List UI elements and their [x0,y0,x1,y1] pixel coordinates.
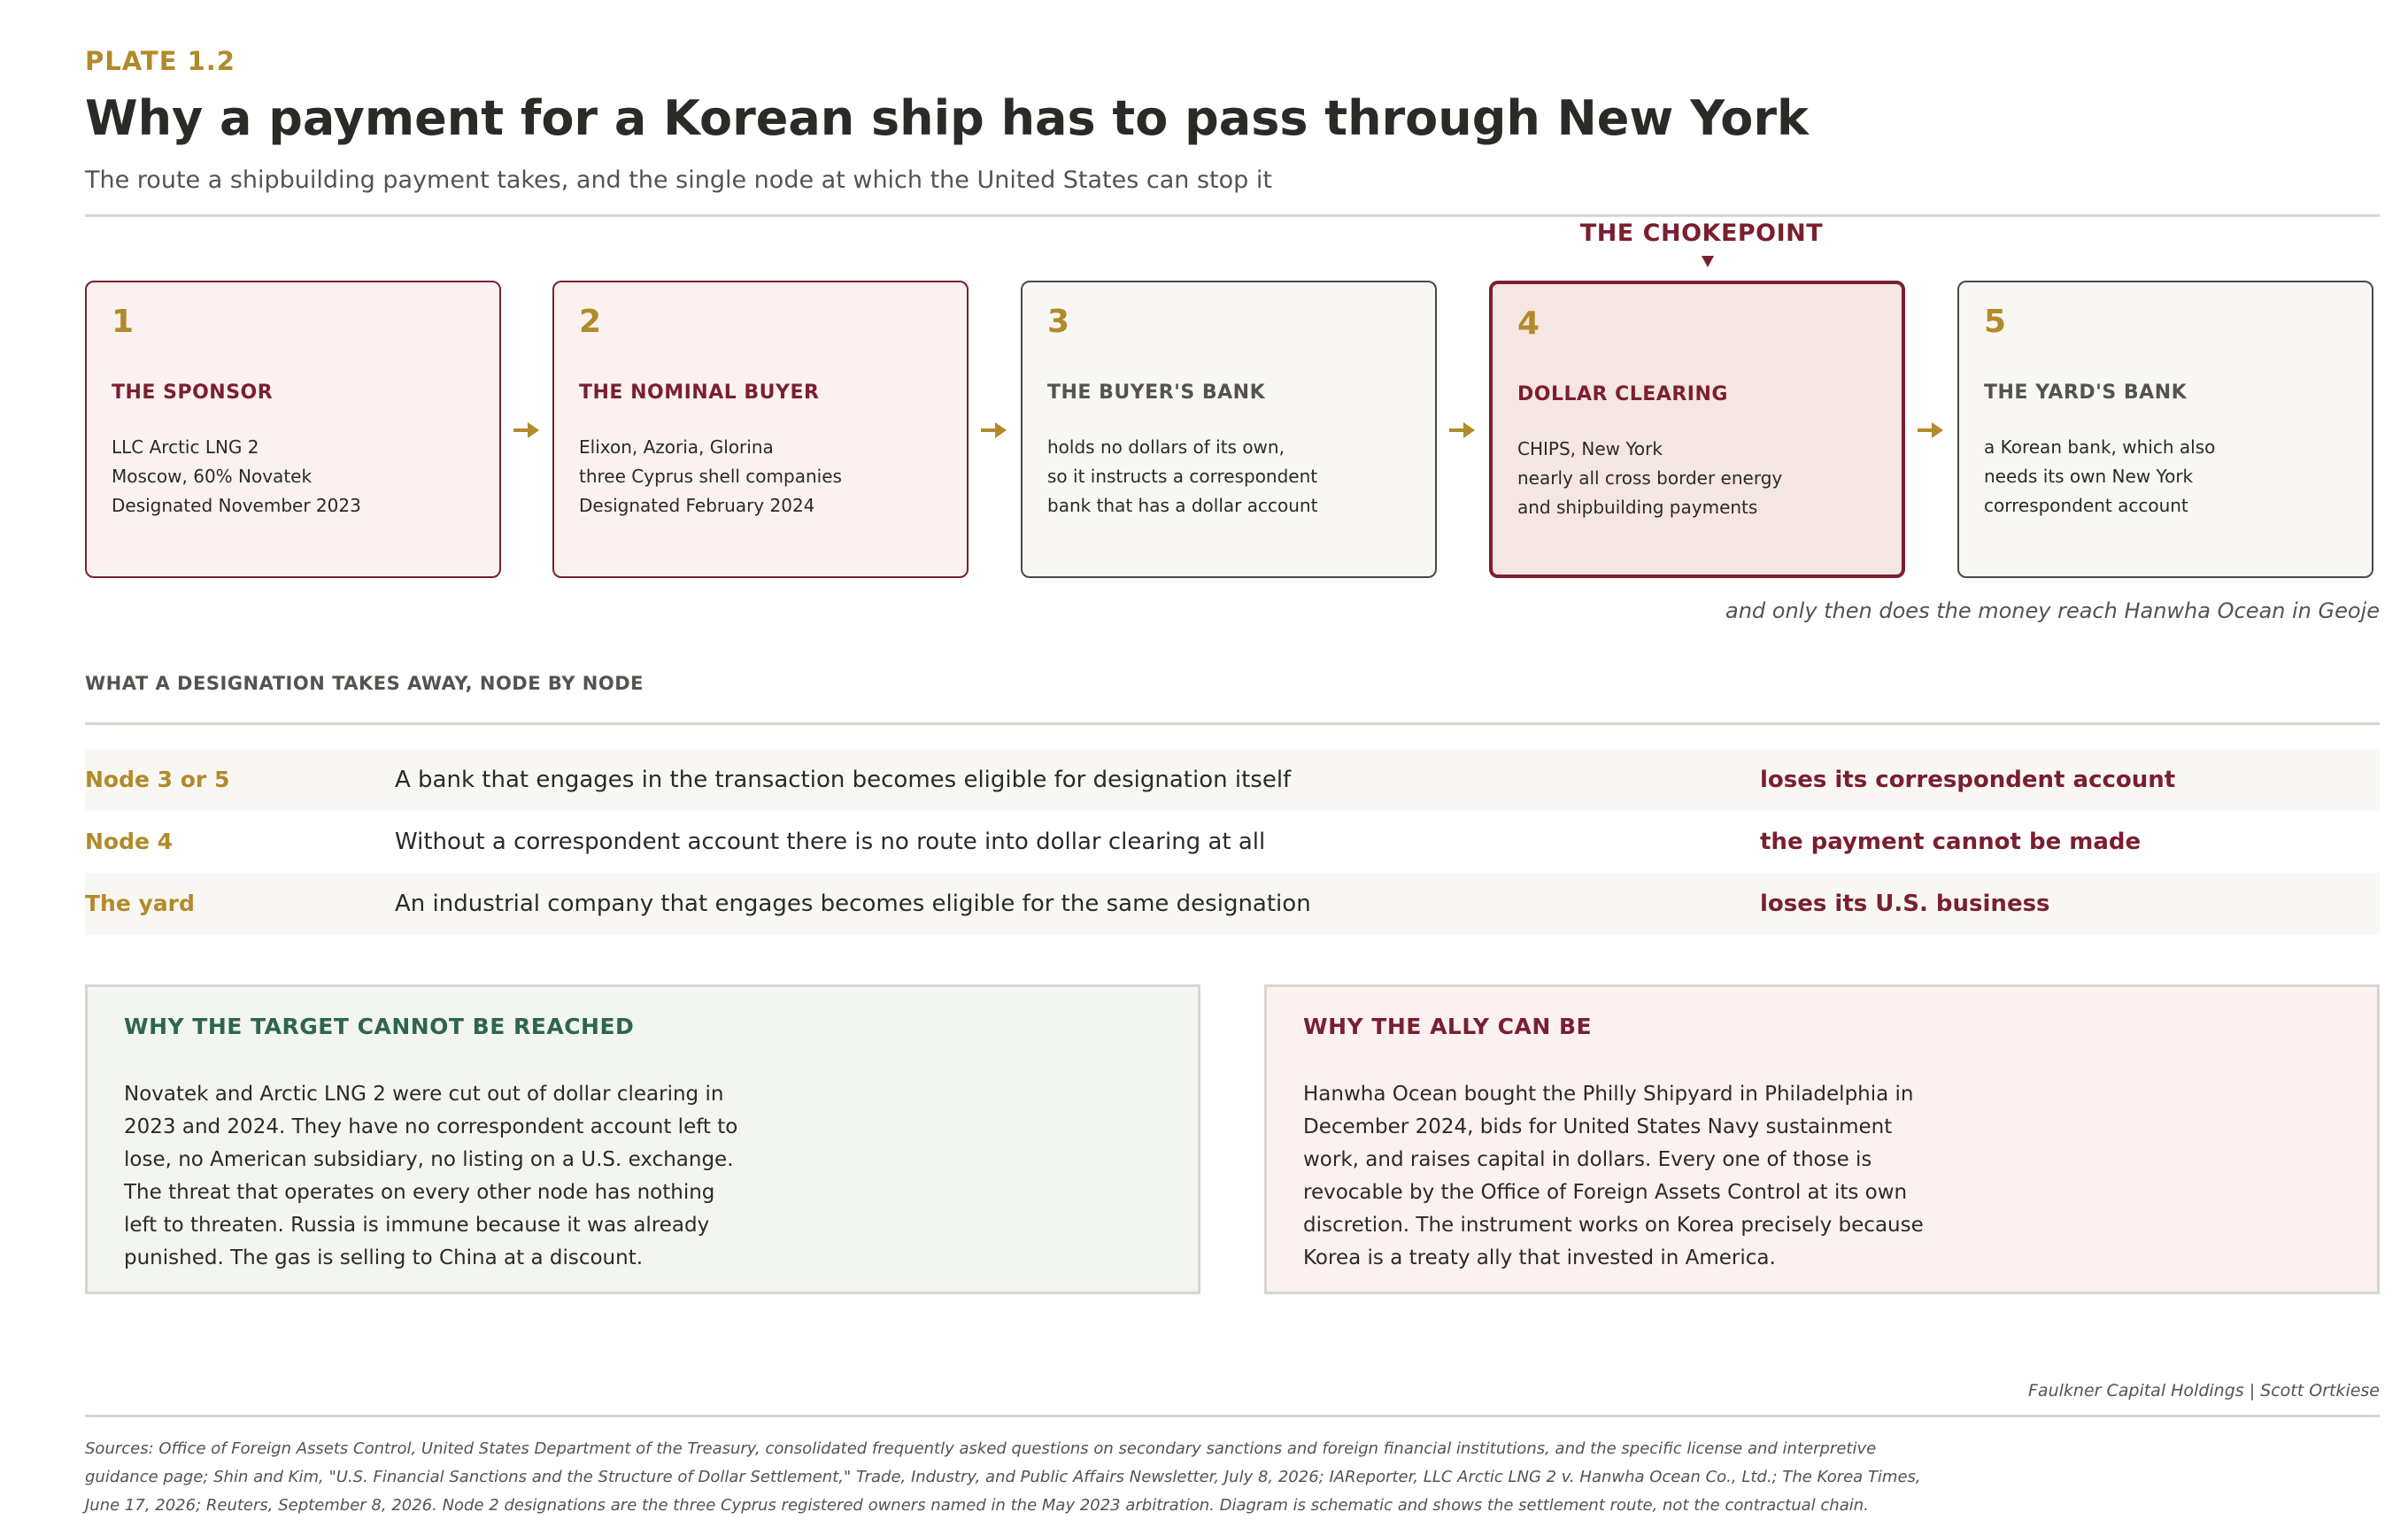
row-description: Without a correspondent account there is no route into dollar clearing at all [395,829,1266,855]
node-number: 4 [1517,305,1540,342]
node-nominal-buyer [552,281,969,578]
header-divider [85,214,2380,217]
panel-heading: WHY THE TARGET CANNOT BE REACHED [124,1014,635,1039]
node-detail: bank that has a dollar account [1047,495,1318,516]
node-detail: Designated November 2023 [112,495,361,516]
node-buyers-bank [1021,281,1437,578]
node-number: 5 [1984,304,2007,340]
flow-arrow-icon [1918,421,1944,439]
panel-text-line: lose, no American subsidiary, no listing on a U.S. exchange. [124,1148,734,1171]
panel-text-line: December 2024, bids for United States Navy sustainment [1303,1115,1893,1138]
panel-text-line: left to threaten. Russia is immune because it was already [124,1214,710,1237]
node-label: THE BUYER'S BANK [1047,382,1266,404]
page-subtitle: The route a shipbuilding payment takes, and the single node at which the United States can stop it [85,166,1272,194]
node-detail: nearly all cross border energy [1517,467,1783,489]
page-title: Why a payment for a Korean ship has to pass through New York [85,90,1809,146]
credit-line: Faulkner Capital Holdings | Scott Ortkiese [2028,1381,2380,1400]
node-label: THE SPONSOR [112,382,274,404]
node-detail: LLC Arctic LNG 2 [112,436,259,458]
node-detail: holds no dollars of its own, [1047,436,1285,458]
target-panel [85,984,1200,1294]
node-number: 3 [1047,304,1070,340]
node-number: 2 [579,304,602,340]
panel-text-line: punished. The gas is selling to China at a discount. [124,1246,644,1269]
ally-panel [1264,984,2380,1294]
node-sponsor [85,281,501,578]
node-detail: and shipbuilding payments [1517,497,1758,518]
node-detail: needs its own New York [1984,466,2194,487]
node-detail: correspondent account [1984,495,2188,516]
node-number: 1 [112,304,135,340]
node-label: THE NOMINAL BUYER [579,382,820,404]
row-description: A bank that engages in the transaction becomes eligible for designation itself [395,767,1292,793]
panel-text-line: Korea is a treaty ally that invested in America. [1303,1246,1776,1269]
node-detail: a Korean bank, which also [1984,436,2216,458]
flow-endpoint-note: and only then does the money reach Hanwha Ocean in Geoje [1725,598,2380,623]
node-label: DOLLAR CLEARING [1517,383,1728,405]
chokepoint-label: THE CHOKEPOINT [1579,220,1824,247]
sources-line: guidance page; Shin and Kim, "U.S. Financial Sanctions and the Structure of Dollar Settlement," Trade, Industry, and Public Affairs Newsletter, July 8, 2026; IAReporter, LLC Arctic LNG 2 v. Hanwha Ocean Co., Ltd.; The Korea Times, [85,1468,1921,1486]
node-detail: CHIPS, New York [1517,438,1663,459]
panel-text-line: Novatek and Arctic LNG 2 were cut out of dollar clearing in [124,1083,724,1106]
designation-row [85,749,2380,811]
panel-text-line: work, and raises capital in dollars. Every one of those is [1303,1148,1872,1171]
row-consequence: the payment cannot be made [1760,829,2142,855]
node-yards-bank [1957,281,2373,578]
designation-row [85,811,2380,873]
panel-text-line: discretion. The instrument works on Korea precisely because [1303,1214,1924,1237]
panel-text-line: Hanwha Ocean bought the Philly Shipyard in Philadelphia in [1303,1083,1914,1106]
flow-arrow-icon [513,421,540,439]
node-detail: Designated February 2024 [579,495,815,516]
node-detail: Moscow, 60% Novatek [112,466,313,487]
flow-arrow-icon [981,421,1007,439]
sources-line: June 17, 2026; Reuters, September 8, 2026. Node 2 designations are the three Cyprus registered owners named in the May 2023 arbitration. Diagram is schematic and shows the settlement route, not the contractual chain. [85,1496,1869,1515]
node-detail: three Cyprus shell companies [579,466,842,487]
panel-text-line: revocable by the Office of Foreign Assets Control at its own [1303,1181,1908,1204]
section-divider [85,722,2380,725]
row-description: An industrial company that engages becomes eligible for the same designation [395,891,1311,917]
row-node: The yard [85,891,195,916]
panel-heading: WHY THE ALLY CAN BE [1303,1014,1593,1039]
designation-section-heading: WHAT A DESIGNATION TAKES AWAY, NODE BY NODE [85,673,644,694]
node-dollar-clearing [1489,281,1905,578]
footer-divider [85,1415,2380,1417]
row-node: Node 3 or 5 [85,767,230,792]
sources-line: Sources: Office of Foreign Assets Control, United States Department of the Treasury, consolidated frequently asked questions on secondary sanctions and foreign financial institutions, and the specific license and interpretive [85,1439,1877,1458]
row-consequence: loses its correspondent account [1760,767,2176,793]
panel-text-line: 2023 and 2024. They have no correspondent account left to [124,1115,738,1138]
row-consequence: loses its U.S. business [1760,891,2050,917]
chokepoint-marker-icon [1702,256,1714,267]
designation-row [85,873,2380,935]
flow-arrow-icon [1449,421,1476,439]
node-detail: Elixon, Azoria, Glorina [579,436,774,458]
node-detail: so it instructs a correspondent [1047,466,1318,487]
node-label: THE YARD'S BANK [1984,382,2188,404]
panel-text-line: The threat that operates on every other node has nothing [124,1181,715,1204]
plate-number: PLATE 1.2 [85,46,235,76]
row-node: Node 4 [85,829,174,854]
